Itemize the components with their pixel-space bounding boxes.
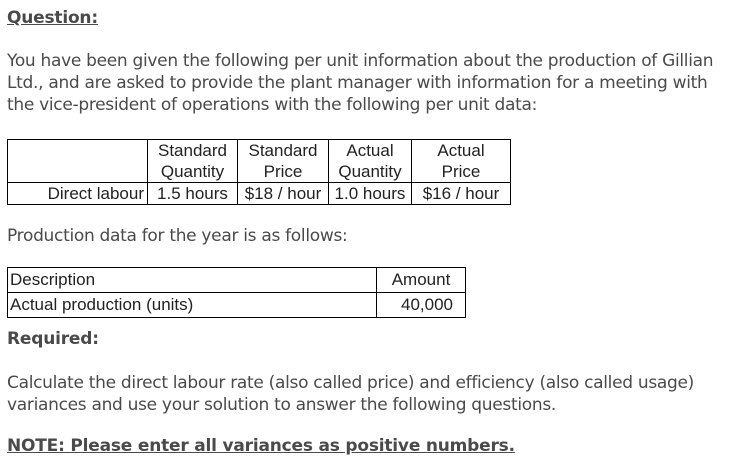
intro-paragraph: You have been given the following per unit information about the production of Gillian Ltd., and are asked to provide the plant manager with information for a meeting with the vice-president of operations with the following per unit data: bbox=[7, 51, 714, 115]
header-standard-quantity-line2: Quantity bbox=[160, 162, 225, 181]
standards-header-blank bbox=[8, 140, 148, 183]
direct-labour-label: Direct labour bbox=[8, 183, 148, 205]
note-text: NOTE: Please enter all variances as positive numbers. bbox=[7, 436, 515, 456]
standard-price-value: $18 / hour bbox=[238, 183, 329, 205]
production-table bbox=[7, 267, 466, 318]
production-row-amount: 40,000 bbox=[377, 293, 466, 318]
required-heading: Required: bbox=[7, 329, 99, 349]
header-actual-price-line1: Actual bbox=[437, 141, 485, 160]
production-row-description: Actual production (units) bbox=[8, 293, 377, 318]
standard-quantity-value: 1.5 hours bbox=[148, 183, 238, 205]
header-standard-quantity-line1: Standard bbox=[158, 141, 227, 160]
header-actual-price-line2: Price bbox=[441, 162, 481, 181]
header-standard-price-line2: Price bbox=[263, 162, 303, 181]
header-actual-quantity-line1: Actual bbox=[346, 141, 394, 160]
header-standard-price-line1: Standard bbox=[248, 141, 318, 160]
production-header-amount: Amount bbox=[377, 268, 466, 293]
production-header-description: Description bbox=[8, 268, 377, 293]
direct-labour-row bbox=[8, 183, 511, 205]
header-actual-price bbox=[412, 140, 511, 183]
question-heading: Question: bbox=[7, 8, 98, 28]
calculate-paragraph: Calculate the direct labour rate (also called price) and efficiency (also called usage) variances and use your solution to answer the following questions. bbox=[7, 373, 694, 415]
standards-table bbox=[7, 139, 511, 205]
actual-price-value: $16 / hour bbox=[412, 183, 511, 205]
production-header-row bbox=[8, 268, 466, 293]
production-data-row bbox=[8, 293, 466, 318]
header-actual-quantity bbox=[329, 140, 412, 183]
standards-header-row bbox=[8, 140, 511, 183]
header-standard-quantity bbox=[148, 140, 238, 183]
actual-quantity-value: 1.0 hours bbox=[329, 183, 412, 205]
header-standard-price bbox=[238, 140, 329, 183]
production-intro: Production data for the year is as follows: bbox=[7, 226, 348, 246]
header-actual-quantity-line2: Quantity bbox=[338, 162, 402, 181]
